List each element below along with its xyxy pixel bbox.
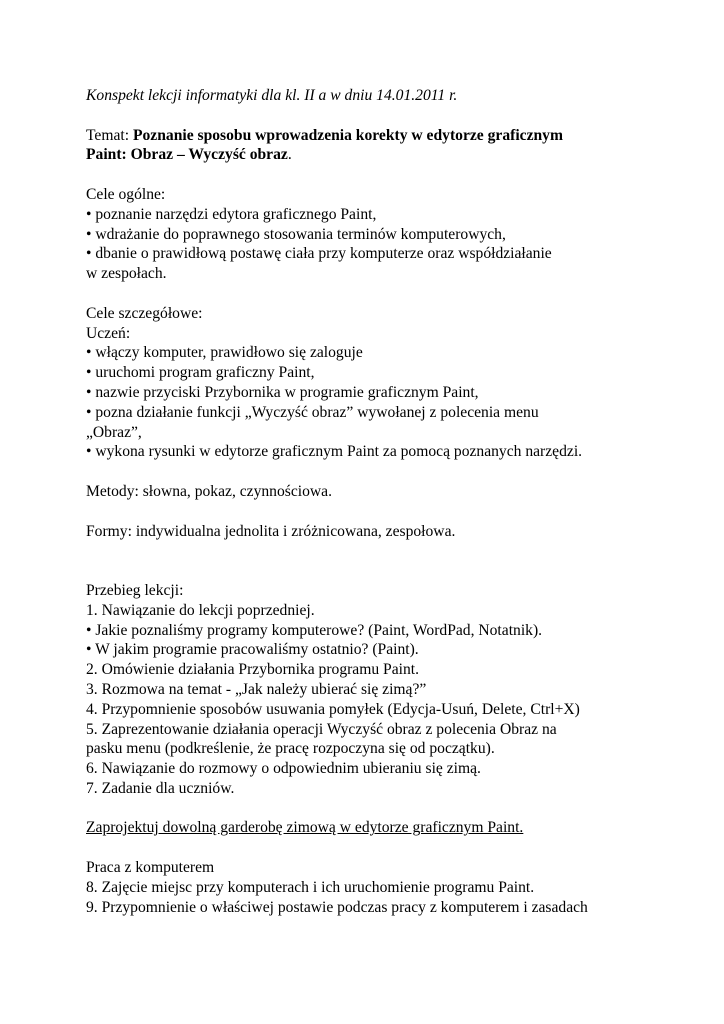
lesson-flow-item: 1. Nawiązanie do lekcji poprzedniej.: [86, 601, 315, 619]
topic-line-2: [86, 145, 686, 165]
detailed-goals-heading: Cele szczegółowe:: [86, 304, 203, 322]
lesson-flow-heading: Przebieg lekcji:: [86, 581, 184, 599]
computer-work-item: 8. Zajęcie miejsc przy komputerach i ich uruchomienie programu Paint.: [86, 878, 535, 896]
lesson-flow-item: 5. Zaprezentowanie działania operacji Wyczyść obraz z polecenia Obraz na: [86, 720, 557, 738]
detailed-goal-item: • pozna działanie funkcji „Wyczyść obraz” wywołanej z polecenia menu: [86, 403, 539, 421]
spacer: [86, 541, 686, 581]
task-line: Zaprojektuj dowolną garderobę zimową w edytorze graficznym Paint.: [86, 819, 524, 837]
detailed-goal-item: • wykona rysunki w edytorze graficznym Paint za pomocą poznanych narzędzi.: [86, 443, 583, 461]
spacer: [86, 462, 686, 482]
topic-line-1: [86, 126, 686, 146]
lesson-flow-item: 7. Zadanie dla uczniów.: [86, 779, 235, 797]
lesson-flow-item: 3. Rozmowa na temat - „Jak należy ubierać się zimą?”: [86, 680, 427, 698]
general-goal-item: • poznanie narzędzi edytora graficznego Paint,: [86, 205, 377, 223]
general-goal-item: • dbanie o prawidłową postawę ciała przy komputerze oraz współdziałanie: [86, 245, 552, 263]
spacer: [86, 502, 686, 522]
spacer: [86, 284, 686, 304]
lesson-flow-item: • Jakie poznaliśmy programy komputerowe? (Paint, WordPad, Notatnik).: [86, 621, 543, 639]
lesson-header: Konspekt lekcji informatyki dla kl. II a w dniu 14.01.2011 r.: [86, 87, 458, 104]
lesson-flow-item: 2. Omówienie działania Przybornika programu Paint.: [86, 661, 420, 679]
topic-title-part-1: Poznanie sposobu wprowadzenia korekty w edytorze graficznym: [132, 126, 563, 144]
detailed-goal-item: „Obraz”,: [86, 423, 142, 441]
document-page: [86, 86, 686, 917]
general-goal-item: w zespołach.: [86, 265, 167, 283]
spacer: [86, 106, 686, 126]
lesson-flow-item: • W jakim programie pracowaliśmy ostatnio? (Paint).: [86, 641, 419, 659]
topic-title-part-2: Paint: Obraz – Wyczyść obraz: [86, 146, 288, 164]
spacer: [86, 165, 686, 185]
computer-work-heading: Praca z komputerem: [86, 859, 215, 877]
detailed-goal-item: • nazwie przyciski Przybornika w programie graficznym Paint,: [86, 383, 479, 401]
topic-label: Temat:: [86, 126, 133, 144]
lesson-flow-item: 6. Nawiązanie do rozmowy o odpowiednim ubieraniu się zimą.: [86, 760, 481, 778]
detailed-goal-item: • włączy komputer, prawidłowo się zaloguje: [86, 344, 363, 362]
topic-end: .: [287, 146, 292, 164]
lesson-flow-item: pasku menu (podkreślenie, że pracę rozpoczyna się od początku).: [86, 740, 495, 758]
methods-line: Metody: słowna, pokaz, czynnościowa.: [86, 482, 332, 500]
spacer: [86, 838, 686, 858]
forms-line: Formy: indywidualna jednolita i zróżnicowana, zespołowa.: [86, 522, 456, 540]
detailed-goal-item: • uruchomi program graficzny Paint,: [86, 364, 315, 382]
spacer: [86, 799, 686, 819]
lesson-flow-item: 4. Przypomnienie sposobów usuwania pomyłek (Edycja-Usuń, Delete, Ctrl+X): [86, 700, 580, 718]
general-goal-item: • wdrażanie do poprawnego stosowania terminów komputerowych,: [86, 225, 506, 243]
general-goals-heading: Cele ogólne:: [86, 185, 166, 203]
detailed-goals-subheading: Uczeń:: [86, 324, 131, 342]
computer-work-item: 9. Przypomnienie o właściwej postawie podczas pracy z komputerem i zasadach: [86, 898, 588, 916]
